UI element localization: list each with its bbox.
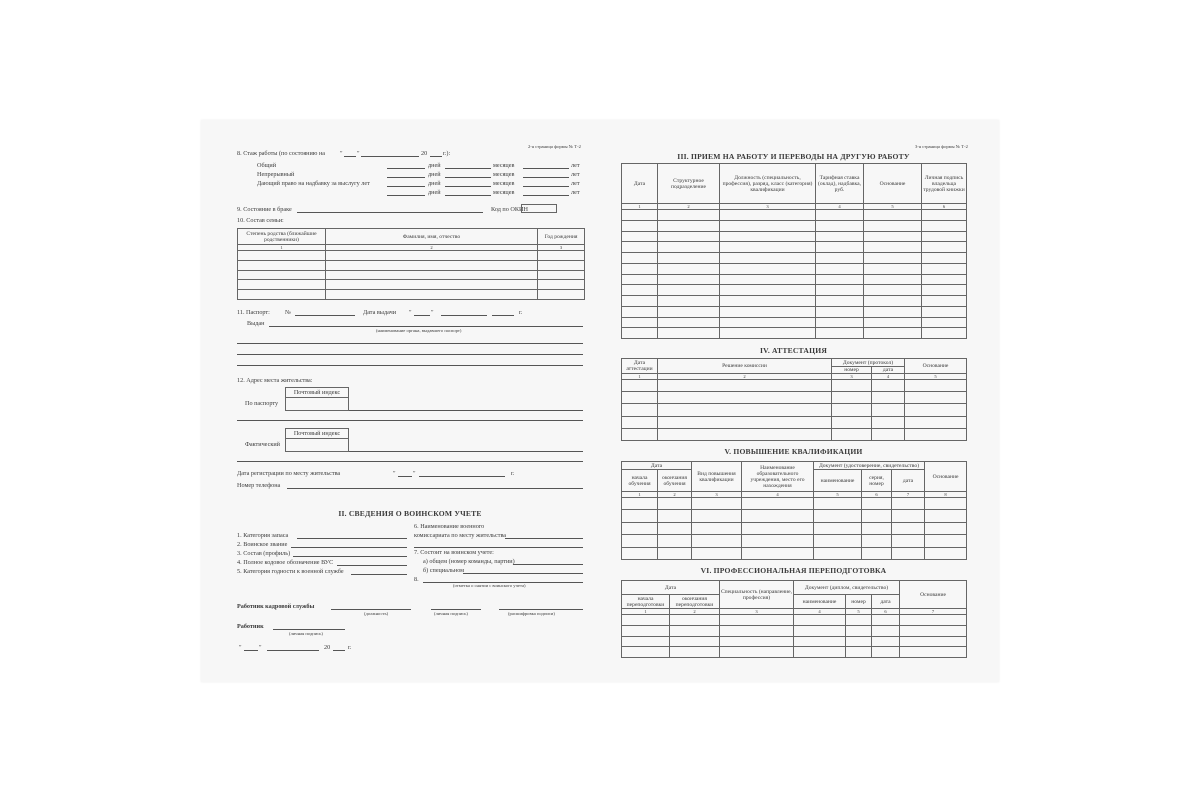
s8-months-2: месяцев bbox=[493, 171, 515, 178]
table-row bbox=[622, 428, 967, 440]
attestation-col-num: 2 bbox=[658, 374, 832, 380]
mil-fitness: 5. Категория годности к военной службе bbox=[237, 568, 344, 575]
passport-date-quote: " bbox=[431, 309, 434, 316]
retraining-section-title: VI. ПРОФЕССИОНАЛЬНАЯ ПЕРЕПОДГОТОВКА bbox=[700, 566, 887, 575]
retr-header-start: начала переподготовки bbox=[622, 595, 670, 609]
family-col-num: 3 bbox=[538, 245, 585, 251]
sign-date-g: г. bbox=[348, 644, 352, 651]
qual-col-num: 2 bbox=[658, 492, 692, 498]
mil-rank: 2. Воинское звание bbox=[237, 541, 288, 548]
attestation-header-doc: Документ (протокол) bbox=[832, 359, 905, 367]
passport-no-label: № bbox=[285, 309, 291, 316]
phone-field[interactable] bbox=[287, 488, 583, 489]
table-row bbox=[622, 253, 967, 264]
s8-years-2: лет bbox=[571, 171, 580, 178]
table-row bbox=[622, 498, 967, 510]
by-passport-label: По паспорту bbox=[245, 400, 279, 407]
mil-reserve-category: 1. Категория запаса bbox=[237, 532, 289, 539]
mil-commissariat-label-2: комиссариата по месту жительства bbox=[414, 532, 507, 539]
family-header-relation: Степень родства (ближайшие родственники) bbox=[238, 229, 326, 245]
s8-months-1: месяцев bbox=[493, 162, 515, 169]
table-row bbox=[238, 260, 585, 270]
qual-header-basis: Основание bbox=[925, 462, 967, 492]
s8-years-4: лет bbox=[571, 189, 580, 196]
qual-col-num: 5 bbox=[814, 492, 862, 498]
table-row bbox=[622, 274, 967, 285]
retr-col-num: 1 bbox=[622, 609, 670, 615]
attestation-col-num: 5 bbox=[905, 374, 967, 380]
table-row bbox=[238, 270, 585, 280]
s8-row-continuous: Непрерывный bbox=[257, 171, 295, 178]
s8-year: 20 bbox=[421, 150, 428, 157]
table-row bbox=[622, 285, 967, 296]
sign-date-quote: " bbox=[259, 644, 262, 651]
table-row bbox=[622, 242, 967, 253]
table-row bbox=[622, 615, 967, 626]
qual-col-num: 4 bbox=[742, 492, 814, 498]
hr-worker-label: Работник кадровой службы bbox=[237, 603, 315, 610]
passport-issuer-field[interactable] bbox=[269, 326, 583, 327]
family-col-num: 2 bbox=[326, 245, 538, 251]
attestation-header-decision: Решение комиссии bbox=[658, 359, 832, 374]
table-row bbox=[238, 280, 585, 290]
hiring-header-signature: Личная подпись владельца трудовой книжки bbox=[922, 164, 967, 204]
hr-decode-caption: (расшифровка подписи) bbox=[508, 611, 555, 616]
s10-label: 10. Состав семьи: bbox=[237, 217, 284, 224]
table-row bbox=[622, 535, 967, 547]
hiring-table bbox=[621, 163, 966, 339]
qual-header-start: начала обучения bbox=[622, 470, 658, 492]
table-row bbox=[622, 416, 967, 428]
s9-label: 9. Состояние в браке bbox=[237, 206, 292, 213]
qual-col-num: 3 bbox=[692, 492, 742, 498]
mil-item-8: 8. bbox=[414, 576, 419, 583]
table-row bbox=[622, 625, 967, 636]
table-row bbox=[622, 380, 967, 392]
table-row bbox=[238, 290, 585, 300]
worker-signature-caption: (личная подпись) bbox=[289, 631, 323, 636]
hiring-col-num: 6 bbox=[922, 204, 967, 210]
qual-col-num: 6 bbox=[862, 492, 892, 498]
s8-years-3: лет bbox=[571, 180, 580, 187]
s8-days-2: дней bbox=[428, 171, 441, 178]
mil-general-label: а) общем (номер команды, партии) bbox=[423, 558, 515, 565]
worker-label: Работник bbox=[237, 623, 264, 630]
retr-col-num: 4 bbox=[794, 609, 846, 615]
s8-g: г.): bbox=[443, 150, 451, 157]
retr-col-num: 5 bbox=[846, 609, 872, 615]
family-header-year: Год рождения bbox=[538, 229, 585, 245]
attestation-header-basis: Основание bbox=[905, 359, 967, 374]
qual-col-num: 1 bbox=[622, 492, 658, 498]
hiring-header-date: Дата bbox=[622, 164, 658, 204]
table-row bbox=[622, 404, 967, 416]
family-col-num: 1 bbox=[238, 245, 326, 251]
qual-header-name: наименование bbox=[814, 470, 862, 492]
reg-date-label: Дата регистрации по месту жительства bbox=[237, 470, 341, 477]
qual-header-kind: Вид повышения квалификации bbox=[692, 462, 742, 492]
s8-label: 8. Стаж работы (по состоянию на bbox=[237, 150, 326, 157]
hiring-col-num: 1 bbox=[622, 204, 658, 210]
s8-quote-close: " bbox=[357, 150, 360, 157]
okin-code-box[interactable] bbox=[521, 204, 557, 213]
right-page-ref: 3-я страница формы № Т-2 bbox=[915, 144, 968, 149]
hiring-col-num: 3 bbox=[720, 204, 816, 210]
table-row bbox=[622, 210, 967, 221]
hiring-col-num: 4 bbox=[816, 204, 864, 210]
retr-col-num: 2 bbox=[670, 609, 720, 615]
mil-profile: 3. Состав (профиль) bbox=[237, 550, 291, 557]
hr-position-caption: (должность) bbox=[364, 611, 389, 616]
hiring-header-rate: Тарифная ставка (оклад), надбавка, руб. bbox=[816, 164, 864, 204]
okin-label: Код по ОКИН bbox=[491, 206, 528, 213]
mil-commissariat-label-1: 6. Наименование военного bbox=[414, 523, 485, 530]
qual-col-num: 8 bbox=[925, 492, 967, 498]
table-row bbox=[622, 220, 967, 231]
s12-label: 12. Адрес места жительства: bbox=[237, 377, 313, 384]
retr-header-doc: Документ (диплом, свидетельство) bbox=[794, 581, 900, 595]
family-header-name: Фамилия, имя, отчество bbox=[326, 229, 538, 245]
retr-header-name: наименование bbox=[794, 595, 846, 609]
mil-removal-caption: (отметка о снятии с воинского учета) bbox=[453, 583, 526, 588]
attestation-col-num: 1 bbox=[622, 374, 658, 380]
passport-date-g: г. bbox=[519, 309, 523, 316]
qual-col-num: 7 bbox=[892, 492, 925, 498]
s8-days-1: дней bbox=[428, 162, 441, 169]
hiring-header-unit: Структурное подразделение bbox=[658, 164, 720, 204]
hiring-section-title: III. ПРИЕМ НА РАБОТУ И ПЕРЕВОДЫ НА ДРУГУЮ РАБОТУ bbox=[677, 152, 910, 161]
left-page-ref: 2-я страница формы № Т-2 bbox=[528, 144, 581, 149]
s8-months-4: месяцев bbox=[493, 189, 515, 196]
retr-header-dt: дата bbox=[872, 595, 900, 609]
retr-header-basis: Основание bbox=[900, 581, 967, 609]
qual-header-dt: дата bbox=[892, 470, 925, 492]
table-row bbox=[622, 522, 967, 534]
qualification-section-title: V. ПОВЫШЕНИЕ КВАЛИФИКАЦИИ bbox=[724, 447, 863, 456]
hr-signature-caption: (личная подпись) bbox=[434, 611, 468, 616]
qual-header-institution: Наименование образовательного учреждения, место его нахождения bbox=[742, 462, 814, 492]
reg-date-g: г. bbox=[511, 470, 515, 477]
hiring-header-position: Должность (специальность, профессия), разряд, класс (категория) квалификации bbox=[720, 164, 816, 204]
mil-vus-code: 4. Полное кодовое обозначение ВУС bbox=[237, 559, 334, 566]
table-row bbox=[622, 231, 967, 242]
retr-col-num: 6 bbox=[872, 609, 900, 615]
retr-header-date: Дата bbox=[622, 581, 720, 595]
attestation-header-date: Дата аттестации bbox=[622, 359, 658, 374]
passport-number-field[interactable] bbox=[295, 315, 355, 316]
qual-header-end: окончания обучения bbox=[658, 470, 692, 492]
retr-col-num: 7 bbox=[900, 609, 967, 615]
table-row bbox=[622, 547, 967, 559]
s8-years-1: лет bbox=[571, 162, 580, 169]
mil-registered-label: 7. Состоит на воинском учете: bbox=[414, 549, 494, 556]
passport-issued-date-label: Дата выдачи bbox=[363, 309, 397, 316]
qual-header-date: Дата bbox=[622, 462, 692, 470]
passport-issued-by-label: Выдан bbox=[247, 320, 265, 327]
s8-row-total: Общий bbox=[257, 162, 277, 169]
retr-header-end: окончания переподготовки bbox=[670, 595, 720, 609]
passport-date-quote: " bbox=[409, 309, 412, 316]
sign-date-year: 20 bbox=[324, 644, 331, 651]
attestation-header-dt: дата bbox=[872, 367, 905, 374]
attestation-col-num: 3 bbox=[832, 374, 872, 380]
attestation-section-title: IV. АТТЕСТАЦИЯ bbox=[759, 346, 828, 355]
attestation-col-num: 4 bbox=[872, 374, 905, 380]
actual-address-label: Фактический bbox=[245, 441, 280, 448]
retr-header-num: номер bbox=[846, 595, 872, 609]
sign-date-quote: " bbox=[239, 644, 242, 651]
table-row bbox=[622, 647, 967, 658]
reg-date-quote: " bbox=[393, 470, 396, 477]
table-row bbox=[622, 392, 967, 404]
family-table bbox=[237, 228, 584, 300]
s11-label: 11. Паспорт: bbox=[237, 309, 270, 316]
passport-issuer-caption: (наименование органа, выдавшего паспорт) bbox=[376, 328, 462, 333]
mil-special-label: б) специальном bbox=[423, 567, 465, 574]
retraining-table bbox=[621, 580, 966, 658]
hiring-header-basis: Основание bbox=[864, 164, 922, 204]
s8-row-seniority: Дающий право на надбавку за выслугу лет bbox=[257, 180, 370, 187]
table-row bbox=[622, 636, 967, 647]
table-row bbox=[622, 296, 967, 307]
military-section-title: II. СВЕДЕНИЯ О ВОИНСКОМ УЧЕТЕ bbox=[338, 509, 482, 518]
attestation-table bbox=[621, 358, 966, 441]
s8-quote-open: " bbox=[340, 150, 343, 157]
retr-header-specialty: Специальность (направление, профессия) bbox=[720, 581, 794, 609]
s8-days-4: дней bbox=[428, 189, 441, 196]
phone-label: Номер телефона bbox=[237, 482, 281, 489]
postal-index-label: Почтовый индекс bbox=[293, 389, 341, 396]
retr-col-num: 3 bbox=[720, 609, 794, 615]
reg-date-quote: " bbox=[413, 470, 416, 477]
table-row bbox=[622, 328, 967, 339]
hiring-col-num: 2 bbox=[658, 204, 720, 210]
table-row bbox=[622, 306, 967, 317]
table-row bbox=[622, 510, 967, 522]
table-row bbox=[238, 251, 585, 261]
qual-header-doc: Документ (удостоверение, свидетельство) bbox=[814, 462, 925, 470]
attestation-header-num: номер bbox=[832, 367, 872, 374]
form-spread bbox=[201, 120, 999, 682]
table-row bbox=[622, 317, 967, 328]
qual-header-series: серия, номер bbox=[862, 470, 892, 492]
postal-index-label: Почтовый индекс bbox=[293, 430, 341, 437]
s8-months-3: месяцев bbox=[493, 180, 515, 187]
table-row bbox=[622, 263, 967, 274]
hiring-col-num: 5 bbox=[864, 204, 922, 210]
qualification-table bbox=[621, 461, 966, 560]
s8-days-3: дней bbox=[428, 180, 441, 187]
